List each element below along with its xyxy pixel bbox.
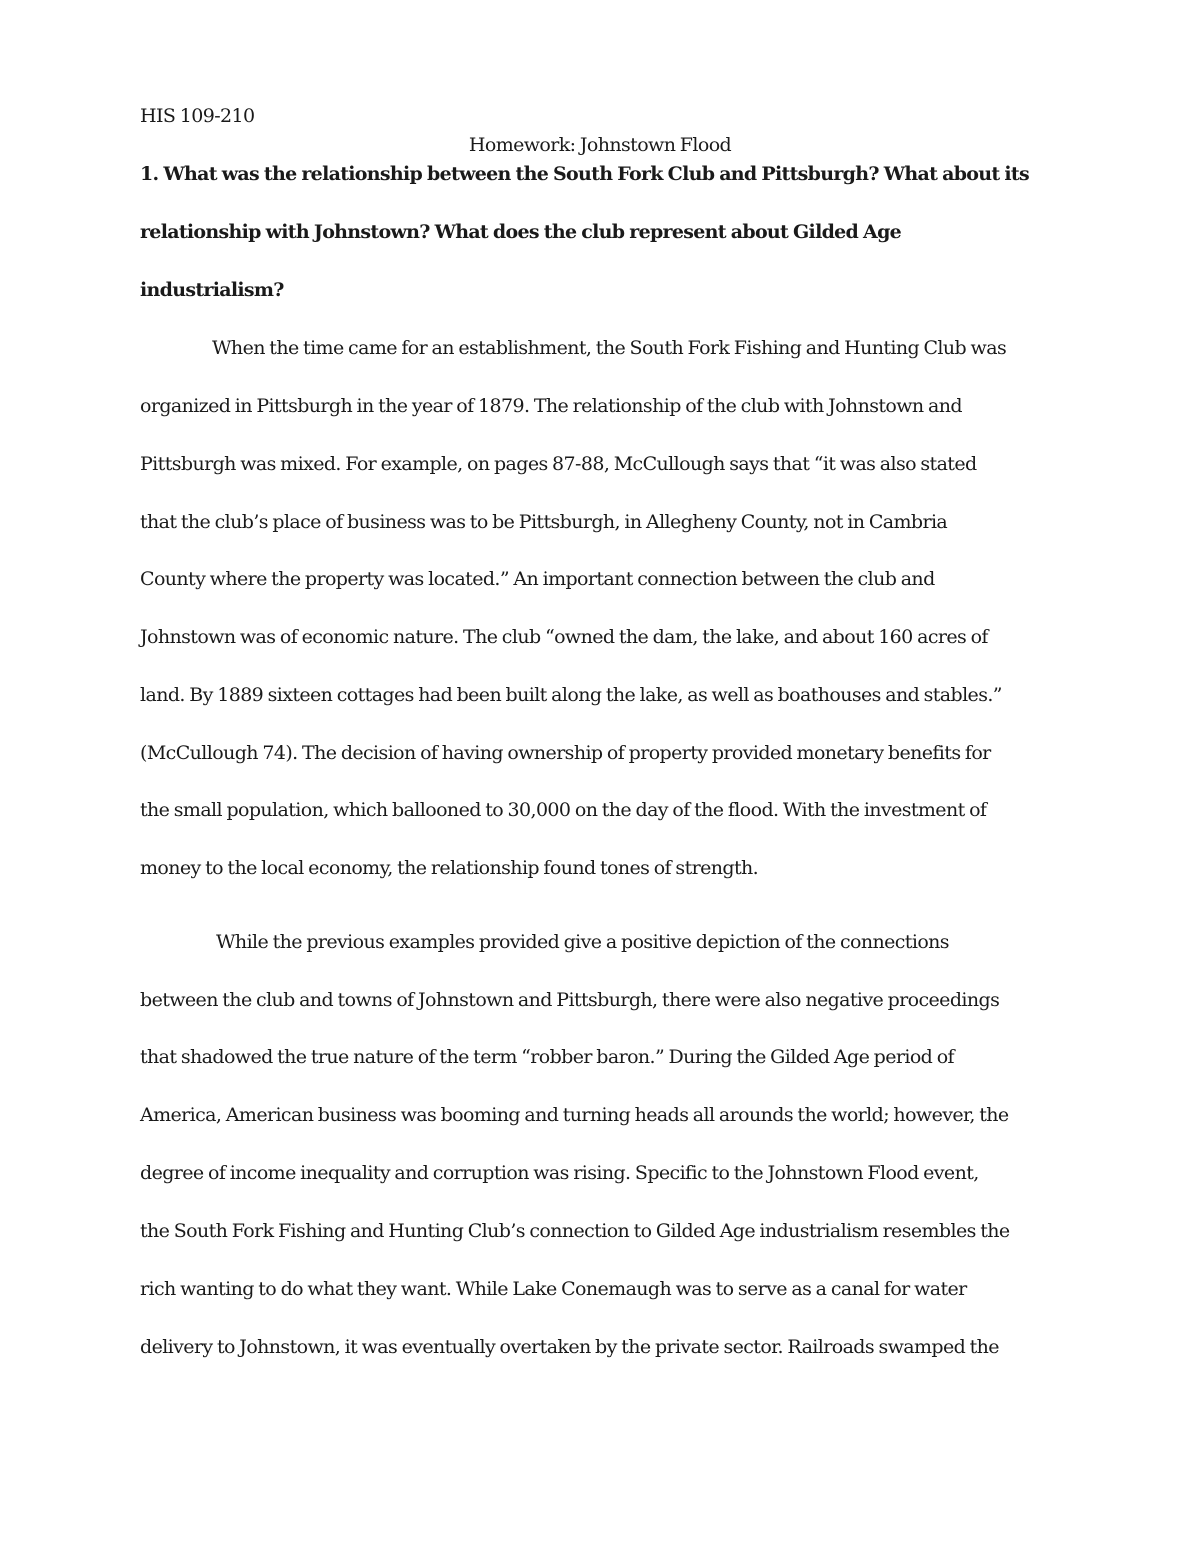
document-title: Homework: Johnstown Flood bbox=[468, 134, 732, 156]
paragraph-line: (McCullough 74). The decision of having ownership of property provided monetary benefits for bbox=[140, 742, 991, 764]
paragraph-line: While the previous examples provided give a positive depiction of the connections bbox=[216, 931, 949, 953]
paragraph-line: the small population, which ballooned to 30,000 on the day of the flood. With the investment of bbox=[140, 799, 987, 821]
paragraph-line: County where the property was located.” An important connection between the club and bbox=[140, 568, 935, 590]
paragraph-line: rich wanting to do what they want. While Lake Conemaugh was to serve as a canal for water bbox=[140, 1278, 967, 1300]
paragraph-line: money to the local economy, the relationship found tones of strength. bbox=[140, 857, 759, 879]
question-line: 1. What was the relationship between the South Fork Club and Pittsburgh? What about its bbox=[140, 163, 1029, 185]
paragraph-line: Pittsburgh was mixed. For example, on pages 87-88, McCullough says that “it was also stated bbox=[140, 453, 977, 475]
paragraph-line: delivery to Johnstown, it was eventually overtaken by the private sector. Railroads swamped the bbox=[140, 1336, 999, 1358]
course-code: HIS 109-210 bbox=[140, 105, 255, 127]
question-line: relationship with Johnstown? What does the club represent about Gilded Age bbox=[140, 221, 902, 243]
paragraph-line: that shadowed the true nature of the term “robber baron.” During the Gilded Age period of bbox=[140, 1046, 954, 1068]
paragraph-line: organized in Pittsburgh in the year of 1879. The relationship of the club with Johnstown and bbox=[140, 395, 962, 417]
paragraph-line: Johnstown was of economic nature. The club “owned the dam, the lake, and about 160 acres of bbox=[140, 626, 988, 648]
paragraph-line: degree of income inequality and corruption was rising. Specific to the Johnstown Flood event, bbox=[140, 1162, 979, 1184]
paragraph-line: the South Fork Fishing and Hunting Club’s connection to Gilded Age industrialism resembles the bbox=[140, 1220, 1010, 1242]
paragraph-line: that the club’s place of business was to be Pittsburgh, in Allegheny County, not in Cambria bbox=[140, 511, 948, 533]
paragraph-line: between the club and towns of Johnstown and Pittsburgh, there were also negative proceedings bbox=[140, 989, 1000, 1011]
paragraph-line: When the time came for an establishment, the South Fork Fishing and Hunting Club was bbox=[212, 337, 1007, 359]
paragraph-line: land. By 1889 sixteen cottages had been built along the lake, as well as boathouses and stables.” bbox=[140, 684, 1002, 706]
question-line: industrialism? bbox=[140, 279, 284, 301]
paragraph-line: America, American business was booming and turning heads all arounds the world; however, the bbox=[140, 1104, 1009, 1126]
